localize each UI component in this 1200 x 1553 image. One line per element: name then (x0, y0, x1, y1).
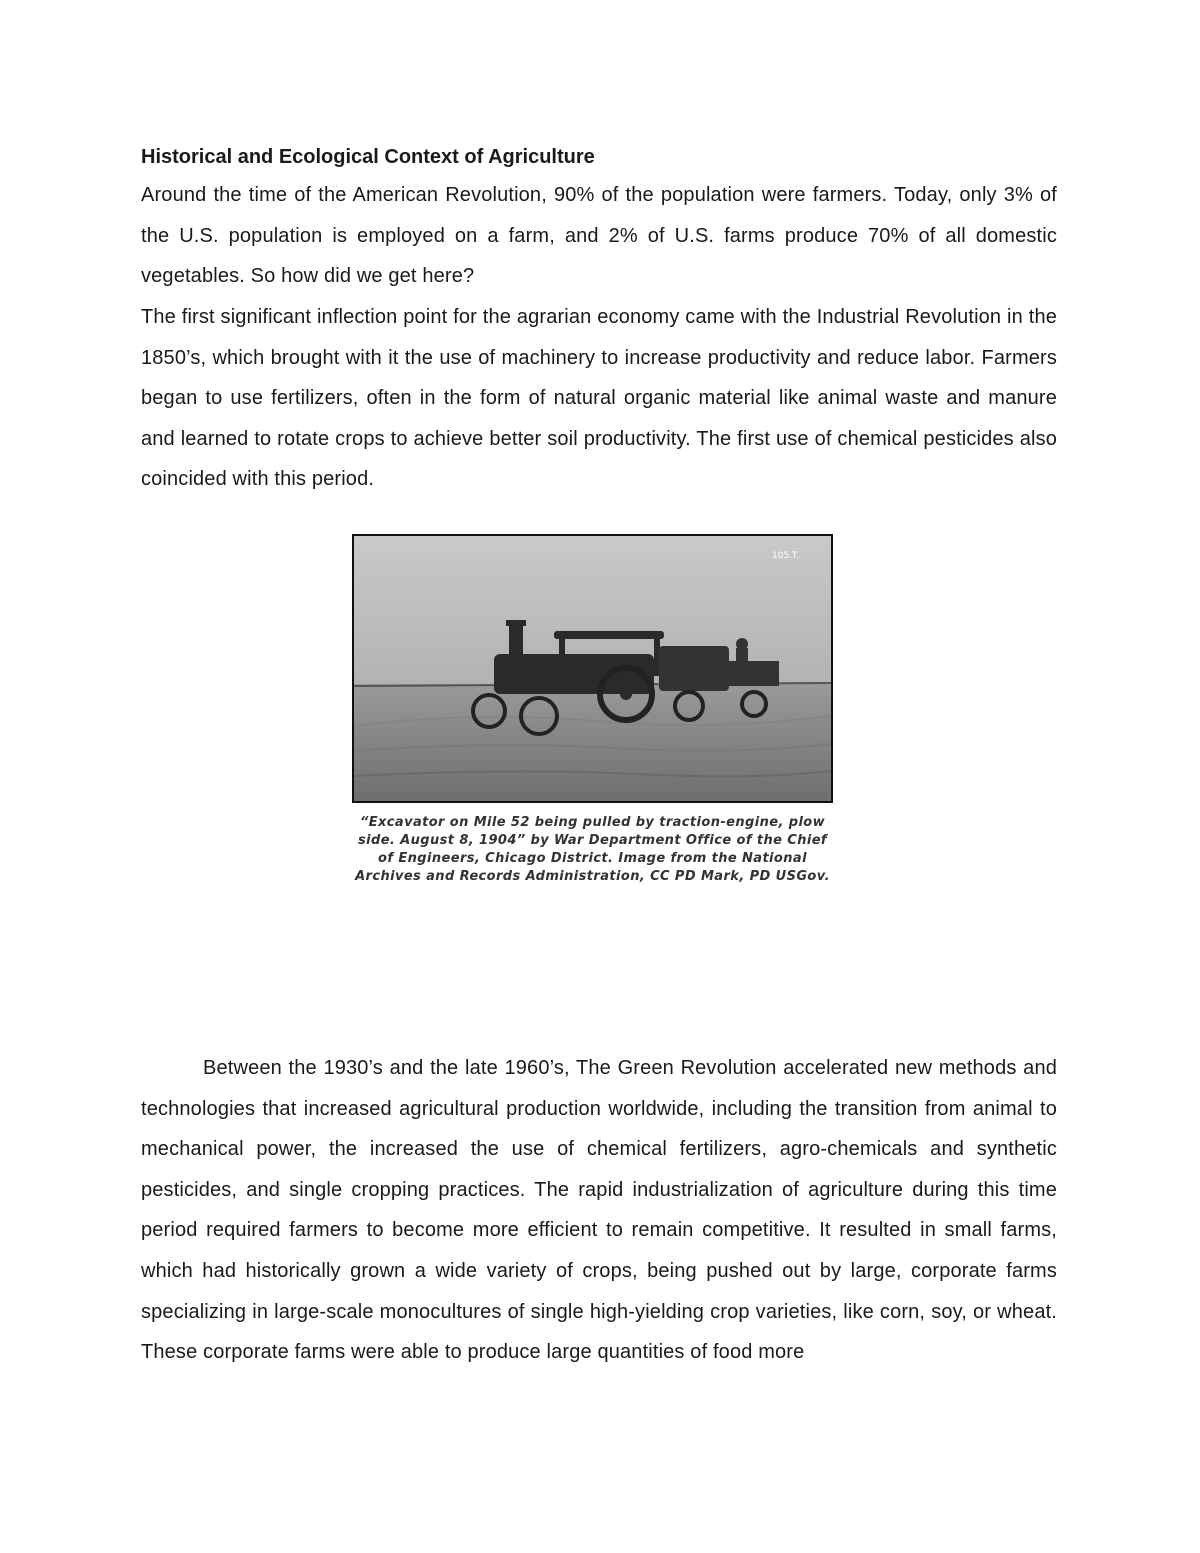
historical-photo-traction-engine (352, 534, 833, 803)
paragraph-intro: Around the time of the American Revolution, 90% of the population were farmers. Today, only 3% of the U.S. population is employed on a farm, and 2% of U.S. farms produce 70% of all domestic vegetables. So how did we get here? (141, 184, 1057, 288)
figure-caption: “Excavator on Mile 52 being pulled by traction-engine, plow side. August 8, 1904” by War Department Office of the Chief of Engineers, Chicago District. Image from the National Archives and Records Administration, CC PD Mark, PD USGov. (355, 815, 830, 884)
page-title: Historical and Ecological Context of Agriculture (141, 146, 595, 168)
photo-illustration (354, 536, 831, 801)
paragraph-industrial-revolution: The first significant inflection point for the agrarian economy came with the Industrial Revolution in the 1850’s, which brought with it the use of machinery to increase productivity and reduce labor. Farmers began to use fertilizers, often in the form of natural organic material like animal waste and manure and learned to rotate crops to achieve better soil productivity. The first use of chemical pesticides also coincided with this period. (141, 306, 1057, 491)
photo-mark: 105.T. (772, 551, 800, 561)
paragraph-green-revolution: Between the 1930’s and the late 1960’s, The Green Revolution accelerated new methods and technologies that increased agricultural production worldwide, including the transition from animal to mechanical power, the increased the use of chemical fertilizers, agro-chemicals and synthetic pesticides, and single cropping practices. The rapid industrialization of agriculture during this time period required farmers to become more efficient to remain competitive. It resulted in small farms, which had historically grown a wide variety of crops, being pushed out by large, corporate farms specializing in large-scale monocultures of single high-yielding crop varieties, like corn, soy, or wheat. These corporate farms were able to produce large quantities of food more (141, 1057, 1057, 1364)
